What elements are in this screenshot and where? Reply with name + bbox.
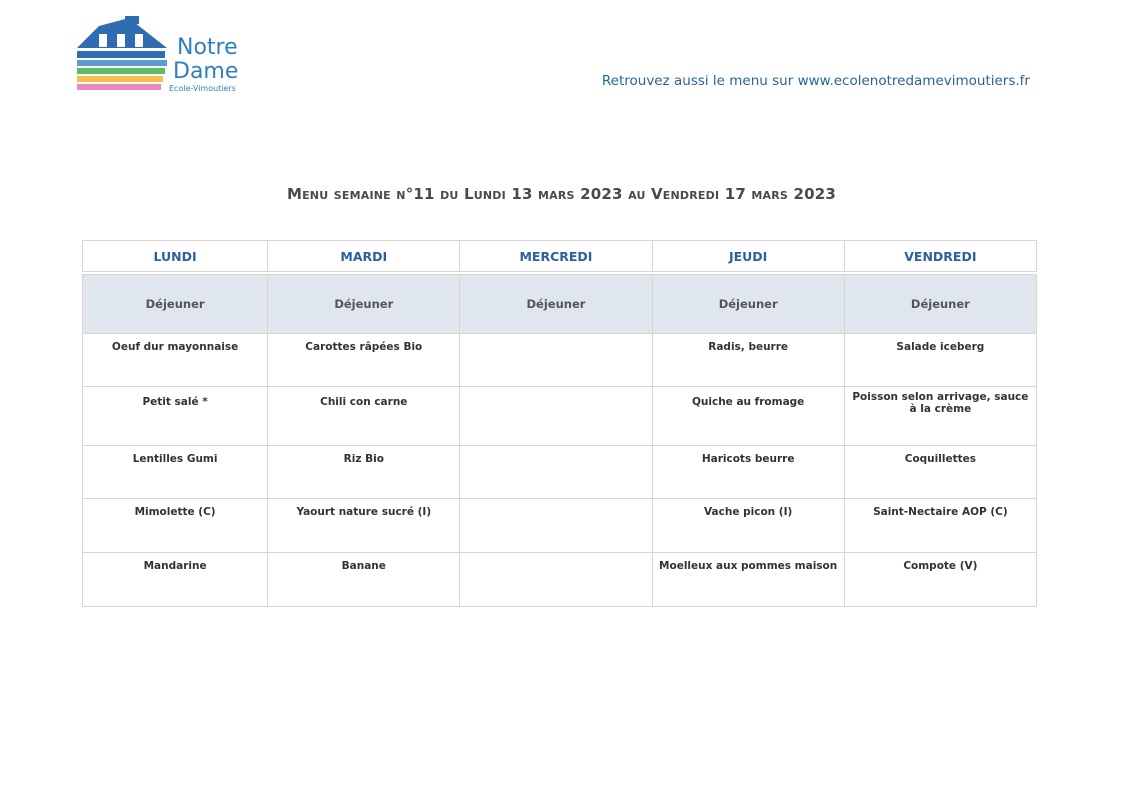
dish-cell	[460, 446, 652, 499]
dish-cell: Banane	[268, 553, 460, 607]
dish-cell: Petit salé *	[83, 387, 268, 446]
days-header-row	[83, 241, 1037, 272]
meal-label: Déjeuner	[83, 275, 268, 334]
logo-subtitle: Ecole-Vimoutiers	[169, 84, 236, 93]
logo-notre: Notre	[177, 35, 238, 60]
logo-dame: Dame	[173, 59, 239, 84]
weekly-menu-table	[82, 240, 1037, 607]
dish-cell: Coquillettes	[844, 446, 1036, 499]
dish-cell: Haricots beurre	[652, 446, 844, 499]
day-header-mercredi: MERCREDI	[460, 241, 652, 272]
dish-cell: Salade iceberg	[844, 334, 1036, 387]
day-header-vendredi: VENDREDI	[844, 241, 1036, 272]
dish-row-starter	[83, 334, 1037, 387]
meal-label: Déjeuner	[268, 275, 460, 334]
dish-cell	[460, 499, 652, 553]
day-header-mardi: MARDI	[268, 241, 460, 272]
page-title: Menu semaine n°11 du Lundi 13 mars 2023 au Vendredi 17 mars 2023	[286, 185, 837, 203]
dish-cell: Radis, beurre	[652, 334, 844, 387]
meal-label: Déjeuner	[652, 275, 844, 334]
dish-cell: Saint-Nectaire AOP (C)	[844, 499, 1036, 553]
dish-cell: Compote (V)	[844, 553, 1036, 607]
school-logo[interactable]	[77, 16, 247, 98]
dish-cell: Yaourt nature sucré (I)	[268, 499, 460, 553]
dish-cell: Chili con carne	[268, 387, 460, 446]
dish-cell: Oeuf dur mayonnaise	[83, 334, 268, 387]
dish-cell	[460, 334, 652, 387]
dish-cell: Vache picon (I)	[652, 499, 844, 553]
dish-row-dessert	[83, 553, 1037, 607]
meal-label: Déjeuner	[460, 275, 652, 334]
dish-cell: Mandarine	[83, 553, 268, 607]
meal-label: Déjeuner	[844, 275, 1036, 334]
dish-row-dairy	[83, 499, 1037, 553]
dish-cell: Mimolette (C)	[83, 499, 268, 553]
dish-cell	[460, 553, 652, 607]
dish-cell: Riz Bio	[268, 446, 460, 499]
dish-cell: Lentilles Gumi	[83, 446, 268, 499]
dish-row-main	[83, 387, 1037, 446]
dish-row-side	[83, 446, 1037, 499]
website-link[interactable]: Retrouvez aussi le menu sur www.ecolenotredamevimoutiers.fr	[601, 73, 1030, 89]
dish-cell: Moelleux aux pommes maison	[652, 553, 844, 607]
dish-cell: Quiche au fromage	[652, 387, 844, 446]
dish-cell	[460, 387, 652, 446]
day-header-jeudi: JEUDI	[652, 241, 844, 272]
meal-row	[83, 275, 1037, 334]
day-header-lundi: LUNDI	[83, 241, 268, 272]
dish-cell: Carottes râpées Bio	[268, 334, 460, 387]
school-logo-icon	[77, 16, 247, 98]
dish-cell: Poisson selon arrivage, sauce à la crème	[844, 387, 1036, 446]
